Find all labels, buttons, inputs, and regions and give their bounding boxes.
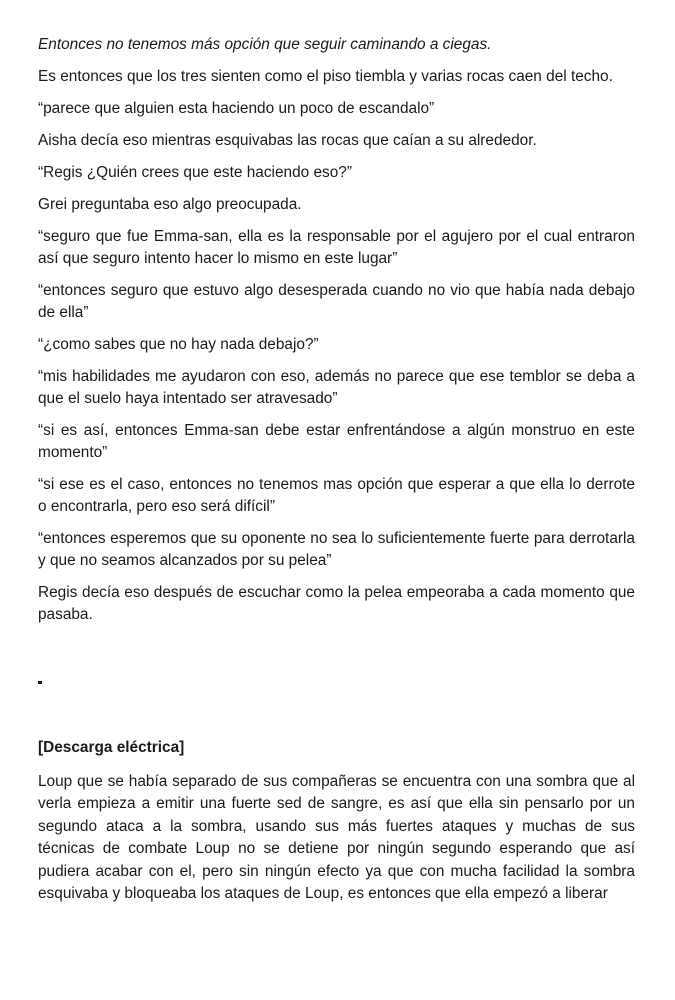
paragraph: Grei preguntaba eso algo preocupada. [38,196,302,213]
paragraph-dialogue: “si es así, entonces Emma-san debe estar enfrentándose a algún monstruo en este momento” [38,422,635,461]
section-body [38,771,635,915]
document-body [38,34,635,636]
paragraph-dialogue: “Regis ¿Quién crees que este haciendo eso?” [38,164,352,181]
section-heading: [Descarga eléctrica] [38,739,185,756]
paragraph-dialogue: “entonces seguro que estuvo algo desesperada cuando no vio que había nada debajo de ella” [38,282,635,321]
paragraph-dialogue: “entonces esperemos que su oponente no sea lo suficientemente fuerte para derrotarla y que no seamos alcanzados por su pelea” [38,530,635,569]
paragraph-dialogue: “¿como sabes que no hay nada debajo?” [38,336,319,353]
paragraph: Loup que se había separado de sus compañeras se encuentra con una sombra que al verla empieza a emitir una fuerte sed de sangre, es así que ella sin pensarlo por un segundo ataca a la sombra, usando sus más fuertes ataques y muchas de sus técnicas de combate Loup no se detiene por ningún segundo esperando que así pudiera acabar con el, pero sin ningún efecto ya que con mucha facilidad la sombra esquivaba y bloqueaba los ataques de Loup, es entonces que ella empezó a liberar [38,773,635,903]
paragraph: Es entonces que los tres sienten como el piso tiembla y varias rocas caen del techo. [38,68,613,85]
section-separator [38,681,42,684]
paragraph: Aisha decía eso mientras esquivabas las rocas que caían a su alrededor. [38,132,537,149]
paragraph-dialogue: “parece que alguien esta haciendo un poco de escandalo” [38,100,435,117]
paragraph-narration-italic: Entonces no tenemos más opción que seguir caminando a ciegas. [38,36,492,53]
paragraph-dialogue: “si ese es el caso, entonces no tenemos mas opción que esperar a que ella lo derrote o encontrarla, pero eso será difícil” [38,476,635,515]
paragraph: Regis decía eso después de escuchar como la pelea empeoraba a cada momento que pasaba. [38,584,635,623]
paragraph-dialogue: “seguro que fue Emma-san, ella es la responsable por el agujero por el cual entraron así que seguro intento hacer lo mismo en este lugar” [38,228,635,267]
paragraph-dialogue: “mis habilidades me ayudaron con eso, además no parece que ese temblor se deba a que el suelo haya intentado ser atravesado” [38,368,635,407]
